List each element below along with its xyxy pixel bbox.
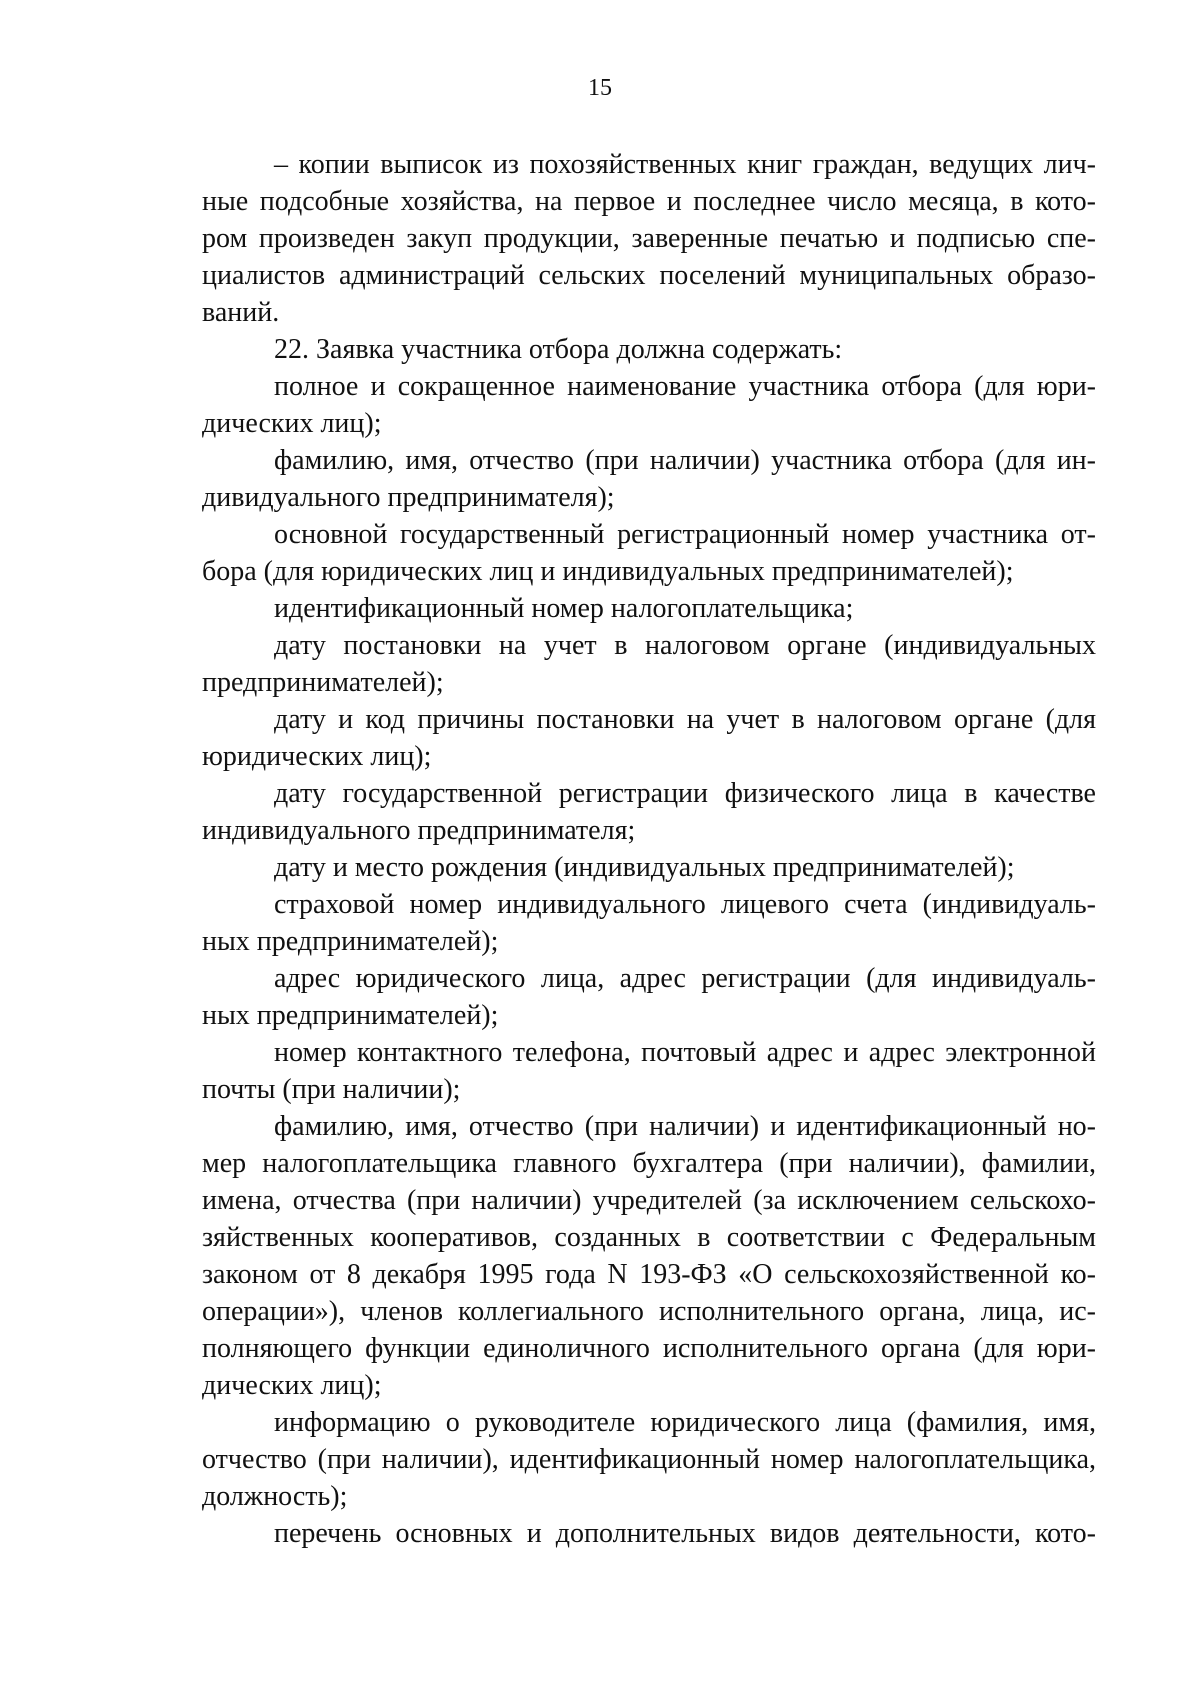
- text-line: юридических лиц);: [202, 741, 432, 772]
- document-body: [202, 146, 1096, 1552]
- text-line: дату и место рождения (индивидуальных предпринимателей);: [274, 852, 1015, 883]
- text-line: перечень основных и дополнительных видов деятельности, кото-: [274, 1518, 1096, 1549]
- page-number: 15: [588, 75, 612, 101]
- text-line: должность);: [202, 1481, 348, 1512]
- text-line: 22. Заявка участника отбора должна содержать:: [274, 334, 843, 365]
- text-line: мер налогоплательщика главного бухгалтера (при наличии), фамилии,: [202, 1148, 1096, 1179]
- text-line: дивидуального предпринимателя);: [202, 482, 615, 513]
- text-line: дату государственной регистрации физического лица в качестве: [274, 778, 1096, 809]
- text-line: дату и код причины постановки на учет в налоговом органе (для: [274, 704, 1096, 735]
- text-line: дических лиц);: [202, 1370, 382, 1401]
- text-line: циалистов администраций сельских поселений муниципальных образо-: [202, 260, 1096, 291]
- text-line: дату постановки на учет в налоговом органе (индивидуальных: [274, 630, 1096, 661]
- text-line: дических лиц);: [202, 408, 382, 439]
- text-line: фамилию, имя, отчество (при наличии) участника отбора (для ин-: [274, 445, 1096, 476]
- text-line: полное и сокращенное наименование участника отбора (для юри-: [274, 371, 1096, 402]
- text-line: ных предпринимателей);: [202, 926, 499, 957]
- text-line: фамилию, имя, отчество (при наличии) и идентификационный но-: [274, 1111, 1096, 1142]
- text-line: номер контактного телефона, почтовый адрес и адрес электронной: [274, 1037, 1096, 1068]
- text-line: ром произведен закуп продукции, заверенные печатью и подписью спе-: [202, 223, 1096, 254]
- text-line: информацию о руководителе юридического лица (фамилия, имя,: [274, 1407, 1096, 1438]
- text-line: ваний.: [202, 297, 280, 328]
- text-line: операции»), членов коллегиального исполнительного органа, лица, ис-: [202, 1296, 1096, 1327]
- text-line: адрес юридического лица, адрес регистрации (для индивидуаль-: [274, 963, 1096, 994]
- text-line: бора (для юридических лиц и индивидуальных предпринимателей);: [202, 556, 1014, 587]
- text-line: основной государственный регистрационный номер участника от-: [274, 519, 1096, 550]
- text-line: зяйственных кооперативов, созданных в соответствии с Федеральным: [202, 1222, 1096, 1253]
- text-line: страховой номер индивидуального лицевого счета (индивидуаль-: [274, 889, 1096, 920]
- text-line: полняющего функции единоличного исполнительного органа (для юри-: [202, 1333, 1096, 1364]
- text-line: индивидуального предпринимателя;: [202, 815, 636, 846]
- text-line: – копии выписок из похозяйственных книг граждан, ведущих лич-: [274, 149, 1096, 180]
- text-line: ных предпринимателей);: [202, 1000, 499, 1031]
- text-line: идентификационный номер налогоплательщика;: [274, 593, 854, 624]
- text-line: предпринимателей);: [202, 667, 444, 698]
- text-line: почты (при наличии);: [202, 1074, 461, 1105]
- text-line: отчество (при наличии), идентификационный номер налогоплательщика,: [202, 1444, 1096, 1475]
- text-line: ные подсобные хозяйства, на первое и последнее число месяца, в кото-: [202, 186, 1096, 217]
- text-line: законом от 8 декабря 1995 года N 193-ФЗ «О сельскохозяйственной ко-: [202, 1259, 1096, 1290]
- text-line: имена, отчества (при наличии) учредителей (за исключением сельскохо-: [202, 1185, 1096, 1216]
